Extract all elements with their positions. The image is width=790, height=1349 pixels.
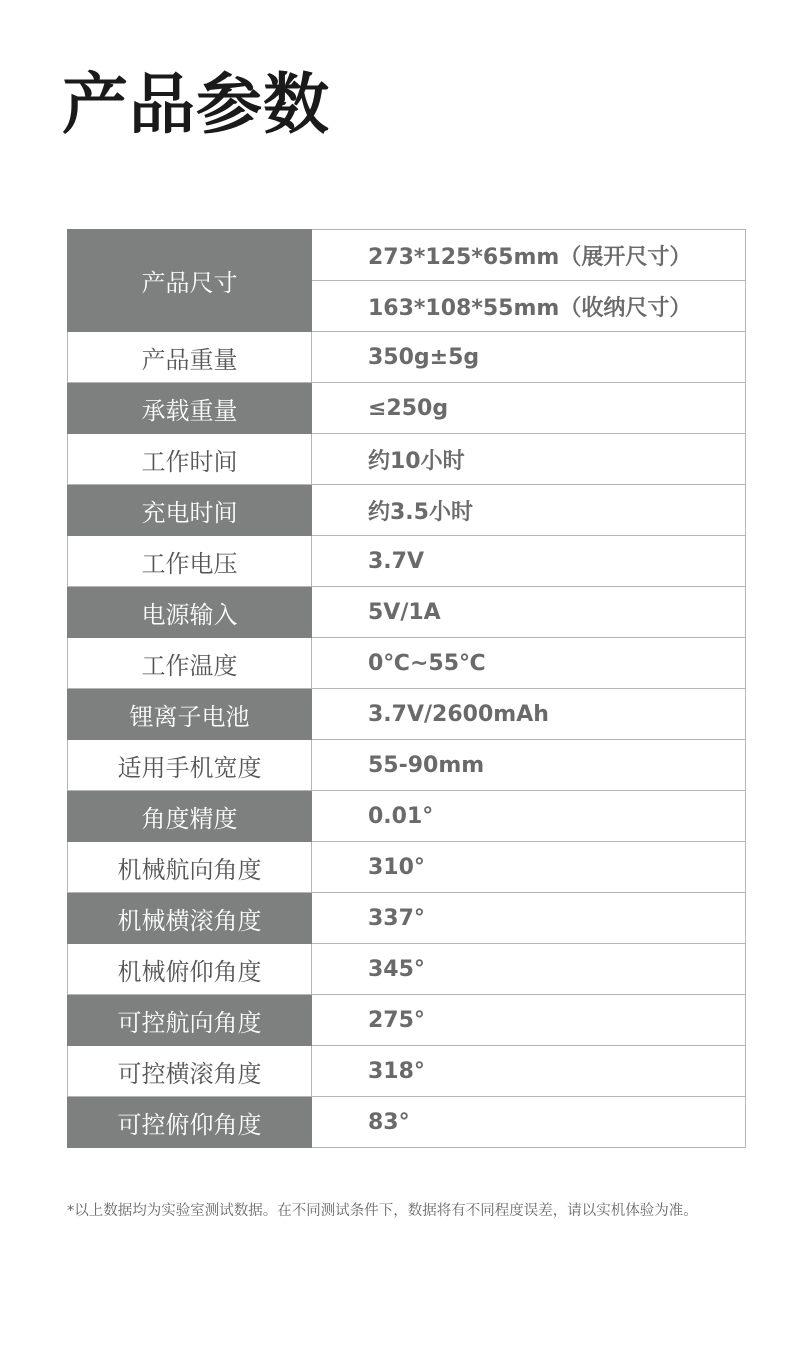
table-row [68, 485, 746, 536]
spec-value: ≤250g [312, 383, 746, 434]
spec-value: 83° [312, 1097, 746, 1148]
spec-label: 工作温度 [68, 638, 312, 689]
spec-value: 0℃~55℃ [312, 638, 746, 689]
spec-label: 电源输入 [68, 587, 312, 638]
spec-label: 适用手机宽度 [68, 740, 312, 791]
spec-label: 可控俯仰角度 [68, 1097, 312, 1148]
spec-value: 275° [312, 995, 746, 1046]
spec-value: 3.7V [312, 536, 746, 587]
spec-label: 承载重量 [68, 383, 312, 434]
spec-label-size: 产品尺寸 [68, 230, 312, 332]
spec-value: 约3.5小时 [312, 485, 746, 536]
spec-label: 可控横滚角度 [68, 1046, 312, 1097]
spec-label: 可控航向角度 [68, 995, 312, 1046]
table-row [68, 434, 746, 485]
table-row [68, 791, 746, 842]
spec-value: 345° [312, 944, 746, 995]
table-row [68, 1046, 746, 1097]
spec-label: 工作电压 [68, 536, 312, 587]
spec-value: 310° [312, 842, 746, 893]
spec-value: 55-90mm [312, 740, 746, 791]
spec-value: 318° [312, 1046, 746, 1097]
spec-label: 机械航向角度 [68, 842, 312, 893]
table-row [68, 1097, 746, 1148]
table-row [68, 536, 746, 587]
spec-value-size-unfolded: 273*125*65mm（展开尺寸） [312, 230, 746, 281]
spec-value: 约10小时 [312, 434, 746, 485]
table-row [68, 893, 746, 944]
table-row [68, 587, 746, 638]
spec-value: 350g±5g [312, 332, 746, 383]
spec-value: 3.7V/2600mAh [312, 689, 746, 740]
spec-label: 机械俯仰角度 [68, 944, 312, 995]
table-row [68, 842, 746, 893]
table-row [68, 383, 746, 434]
spec-value-size-folded: 163*108*55mm（收纳尺寸） [312, 281, 746, 332]
table-row [68, 689, 746, 740]
spec-value: 5V/1A [312, 587, 746, 638]
table-row [68, 332, 746, 383]
spec-table [67, 229, 746, 1148]
spec-value: 337° [312, 893, 746, 944]
spec-label: 角度精度 [68, 791, 312, 842]
table-row [68, 944, 746, 995]
table-row [68, 740, 746, 791]
spec-label: 产品重量 [68, 332, 312, 383]
spec-label: 锂离子电池 [68, 689, 312, 740]
table-row [68, 230, 746, 281]
footnote: *以上数据均为实验室测试数据。在不同测试条件下，数据将有不同程度误差，请以实机体验为准。 [67, 1203, 698, 1219]
table-row [68, 638, 746, 689]
spec-label: 工作时间 [68, 434, 312, 485]
spec-label: 机械横滚角度 [68, 893, 312, 944]
table-row [68, 995, 746, 1046]
page-title: 产品参数 [62, 66, 330, 143]
spec-value: 0.01° [312, 791, 746, 842]
spec-label: 充电时间 [68, 485, 312, 536]
